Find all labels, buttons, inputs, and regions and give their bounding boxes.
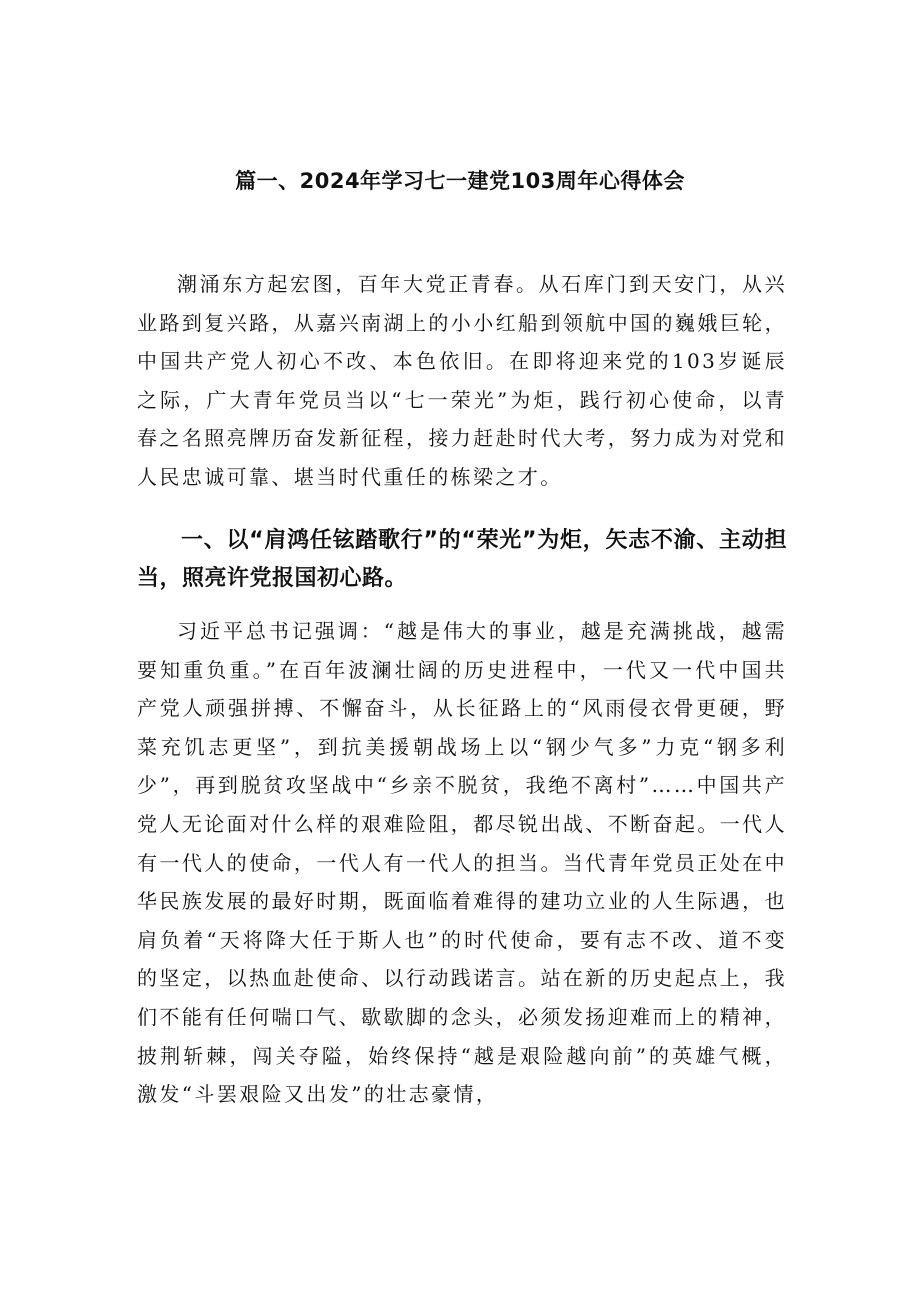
- section-one-paragraph: 习近平总书记强调：“越是伟大的事业，越是充满挑战，越需要知重负重。”在百年波澜壮阔的历史进程中，一代又一代中国共产党人顽强拼搏、不懈奋斗，从长征路上的“风雨侵衣骨更硬，野菜充饥志更坚”，到抗美援朝战场上以“钢少气多”力克“钢多利少”，再到脱贫攻坚战中“乡亲不脱贫，我绝不离村”……中国共产党人无论面对什么样的艰难险阻，都尽锐出战、不断奋起。一代人有一代人的使命，一代人有一代人的担当。当代青年党员正处在中华民族发展的最好时期，既面临着难得的建功立业的人生际遇，也肩负着“天将降大任于斯人也”的时代使命，要有志不改、道不变的坚定，以热血赴使命、以行动践诺言。站在新的历史起点上，我们不能有任何喘口气、歇歇脚的念头，必须发扬迎难而上的精神，披荆斩棘，闯关夺隘，始终保持“越是艰险越向前”的英雄气概，激发“斗罢艰险又出发”的壮志豪情，: [137, 619, 787, 1107]
- document-title: 篇一、2024年学习七一建党103周年心得体会: [235, 169, 685, 193]
- intro-paragraph: 潮涌东方起宏图，百年大党正青春。从石库门到天安门，从兴业路到复兴路，从嘉兴南湖上的小小红船到领航中国的巍娥巨轮，中国共产党人初心不改、本色依旧。在即将迎来党的103岁诞辰之际，广大青年党员当以“七一荣光”为炬，践行初心使命，以青春之名照亮牌历奋发新征程，接力赶赴时代大考，努力成为对党和人民忠诚可靠、堪当时代重任的栋梁之才。: [137, 272, 787, 489]
- section-one-heading: 一、以“肩鸿任铉踏歌行”的“荣光”为炬，矢志不渝、主动担当，照亮许党报国初心路。: [137, 528, 787, 591]
